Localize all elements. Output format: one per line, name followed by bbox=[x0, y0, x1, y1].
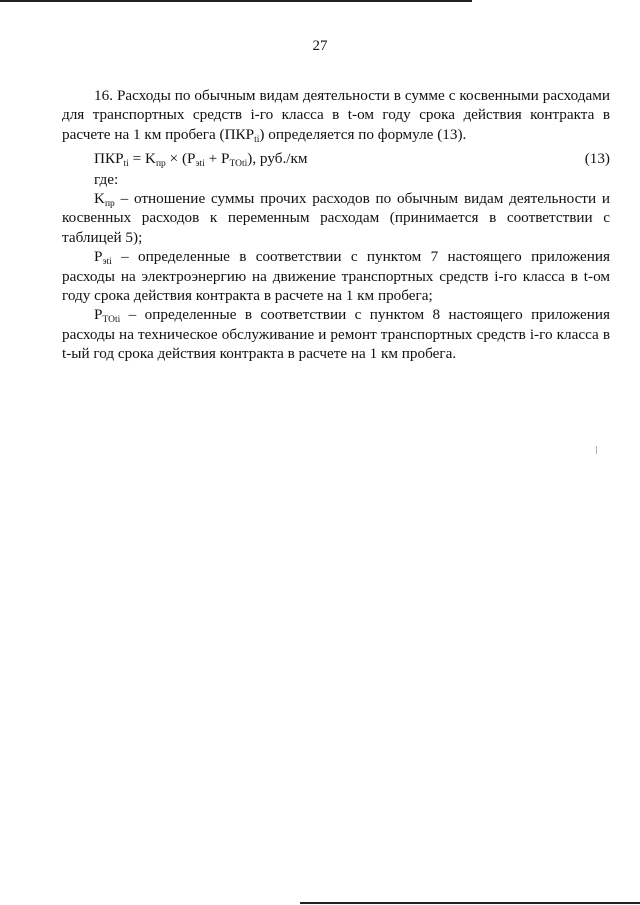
definition-text: – определенные в соответствии с пунктом 7 настоящего приложения расходы на электроэнергию на движение транспортных средств i-го класса в t-ом году срока действия контракта в расчете на 1 км пробега; bbox=[62, 248, 610, 305]
formula-part: ), руб./км bbox=[247, 150, 308, 168]
definition-subscript: пр bbox=[104, 199, 115, 210]
where-label: где: bbox=[94, 170, 119, 188]
formula-part: × (P bbox=[165, 150, 196, 168]
paragraph-16-text-end: ) определяется по формуле (13). bbox=[259, 125, 467, 143]
formula-subscript: ti bbox=[123, 159, 129, 170]
definition-p-eti bbox=[62, 247, 610, 305]
paragraph-16-text: 16. Расходы по обычным видам деятельности в сумме с косвенными расходами для транспортных средств i-го класса в t-ом году срока действия контракта в расчете на 1 км пробега (ПКР bbox=[62, 87, 610, 143]
top-border-line bbox=[0, 0, 472, 2]
definition-symbol: P bbox=[94, 306, 103, 324]
definition-p-toti bbox=[62, 305, 610, 363]
definition-subscript: ТОti bbox=[102, 315, 121, 326]
formula-subscript: ТОti bbox=[229, 159, 248, 170]
scan-artifact-mark bbox=[596, 446, 597, 454]
document-body bbox=[62, 86, 610, 364]
formula-part: = K bbox=[128, 150, 156, 168]
formula-number: (13) bbox=[584, 150, 610, 168]
definition-symbol: K bbox=[94, 190, 105, 208]
formula-13 bbox=[62, 149, 610, 168]
page-number: 27 bbox=[312, 38, 328, 54]
formula-part: ПКР bbox=[94, 150, 124, 168]
definition-subscript: эti bbox=[102, 257, 112, 268]
formula-subscript: эti bbox=[195, 159, 205, 170]
formula-part: + P bbox=[204, 150, 230, 168]
definition-text: – отношение суммы прочих расходов по обычным видам деятельности и косвенных расходов к переменным расходам (принимается в соответствии с таблицей 5); bbox=[62, 190, 610, 246]
formula-expression bbox=[94, 149, 307, 168]
definition-k-pr bbox=[62, 189, 610, 247]
bottom-border-line bbox=[300, 902, 640, 904]
definition-text: – определенные в соответствии с пунктом 8 настоящего приложения расходы на техническое обслуживание и ремонт транспортных средств i-го класса в t-ый год срока действия контракта в расчете на 1 км пробега. bbox=[62, 306, 610, 363]
formula-subscript: пр bbox=[155, 159, 166, 170]
definition-symbol: P bbox=[94, 248, 103, 266]
paragraph-16 bbox=[62, 86, 610, 144]
paragraph-16-subscript: ti bbox=[254, 134, 260, 145]
